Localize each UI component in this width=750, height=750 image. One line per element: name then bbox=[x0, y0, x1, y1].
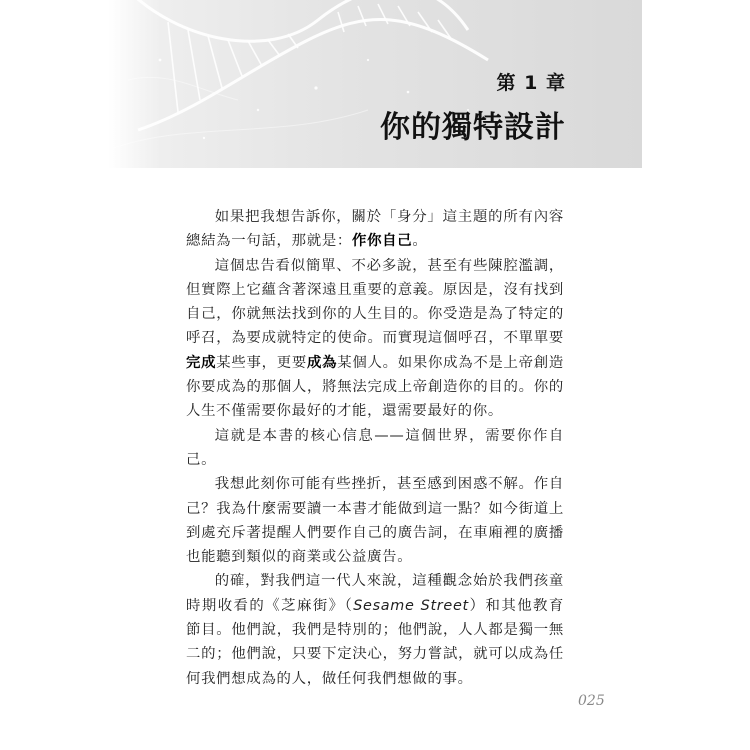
paragraph bbox=[186, 424, 564, 473]
text-segment: ）和其他教育節目。他們說，我們是特別的；他們說，人人都是獨一無二的；他們說，只要下定決心，努力嘗試，就可以成為任何我們想成為的人，做任何我們想做的事。 bbox=[186, 597, 564, 687]
emphasis-text: 成為 bbox=[306, 354, 338, 371]
text-segment: 某個人。如果你成為不是上帝創造你要成為的那個人，將無法完成上帝創造你的目的。你的人生不僅需要你最好的才能，還需要最好的你。 bbox=[186, 354, 565, 420]
text-segment: 我想此刻你可能有些挫折，甚至感到困惑不解。作自己？我為什麼需要讀一本書才能做到這一點？如今街道上到處充斥著提醒人們要作自己的廣告詞，在車廂裡的廣播也能聽到類似的商業或公益廣告。 bbox=[186, 476, 564, 566]
chapter-title: 你的獨特設計 bbox=[380, 110, 566, 145]
emphasis-text: 完成 bbox=[186, 354, 217, 371]
text-segment: 的確，對我們這一代人來說，這種觀念始於我們孩童時期收看的《芝麻街》（ bbox=[186, 573, 564, 614]
paragraph bbox=[186, 205, 564, 254]
chapter-label: 第 1 章 bbox=[496, 72, 566, 94]
text-segment: 這個忠告看似簡單、不必多說，甚至有些陳腔濫調，但實際上它蘊含著深遠且重要的意義。原因是，沒有找到自己，你就無法找到你的人生目的。你受造是為了特定的呼召，為要成就特定的使命。而實現這個呼召，不單單要 bbox=[186, 257, 564, 347]
body-text bbox=[186, 205, 564, 691]
chapter-banner bbox=[108, 0, 642, 168]
italic-text: Sesame Street bbox=[353, 597, 469, 614]
paragraph bbox=[186, 472, 564, 569]
text-segment: 。 bbox=[412, 233, 428, 250]
text-segment: 如果把我想告訴你，關於「身分」這主題的所有內容總結為一句話，那就是： bbox=[186, 209, 564, 250]
page-number: 025 bbox=[578, 693, 605, 709]
emphasis-text: 作你自己 bbox=[352, 233, 413, 250]
paragraph bbox=[186, 254, 564, 424]
paragraph bbox=[186, 569, 564, 690]
text-segment: 某些事，更要 bbox=[216, 354, 307, 371]
text-segment: 這就是本書的核心信息——這個世界，需要你作自己。 bbox=[186, 427, 564, 468]
